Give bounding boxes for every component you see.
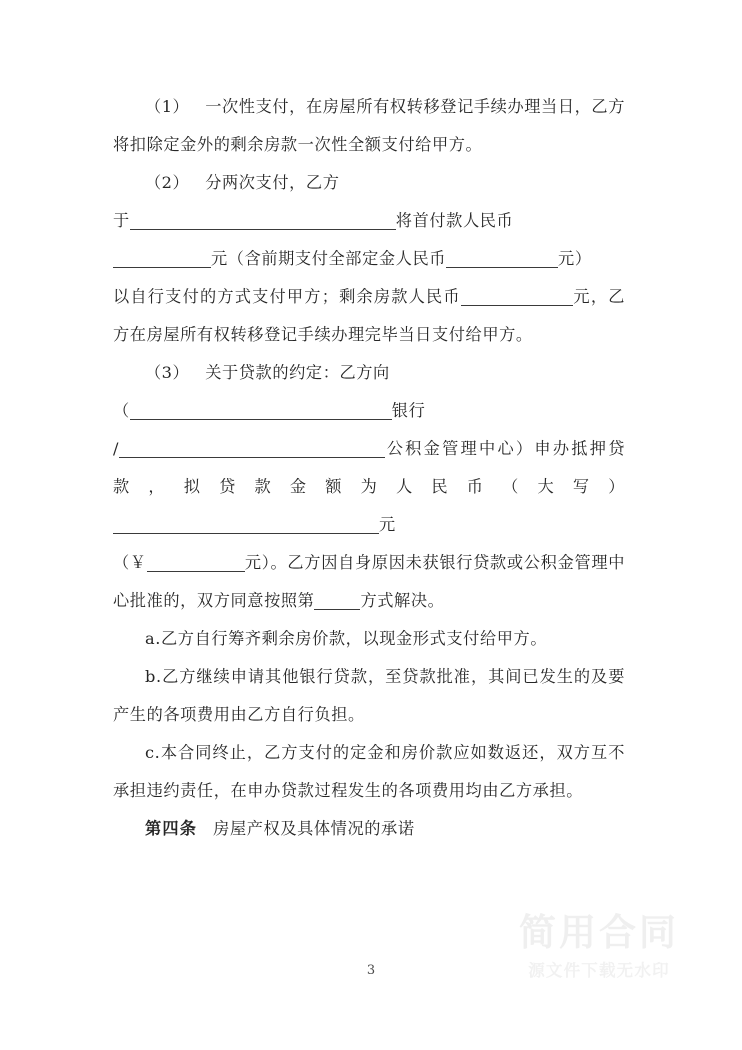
- document-body: [113, 88, 625, 848]
- bank-label: 银行: [391, 401, 426, 420]
- paragraph-item-2-body: [113, 202, 625, 354]
- loan-denied-text: 元）。乙方因自身原因未获银行贷款或公积金管理中心批准的，双方同意按照第: [113, 553, 626, 610]
- paragraph-item-1: [113, 88, 625, 164]
- item-1-text: 一次性支付，在房屋所有权转移登记手续办理当日，乙方将扣除定金外的剩余房款一次性全额支付给甲方。: [113, 97, 625, 154]
- downpayment-label: 将首付款人民币: [395, 211, 514, 230]
- remaining-payment-label: 以自行支付的方式支付甲方；剩余房款人民币: [113, 287, 461, 306]
- option-a-text: a.乙方自行筹齐剩余房价款，以现金形式支付给甲方。: [145, 629, 548, 648]
- resolution-option-blank[interactable]: [314, 594, 360, 610]
- clause-4-label: 第四条: [145, 819, 198, 838]
- deposit-included-label: 元（含前期支付全部定金人民币: [211, 249, 447, 268]
- watermark-main-text: 简用合同: [519, 911, 679, 954]
- deposit-amount-blank[interactable]: [446, 252, 558, 268]
- option-c-text: c.本合同终止，乙方支付的定金和房价款应如数返还，双方互不承担违约责任，在申办贷款过程发生的各项费用均由乙方承担。: [113, 743, 625, 800]
- payment-date-blank[interactable]: [130, 214, 396, 230]
- fund-center-slash: /: [113, 439, 120, 458]
- item-1-marker: （1）: [145, 97, 190, 116]
- paragraph-option-c: [113, 734, 625, 810]
- page-number: 3: [366, 963, 376, 978]
- loan-amount-words-blank[interactable]: [113, 518, 379, 534]
- clause-4-heading: [113, 810, 625, 848]
- paragraph-item-2-intro: [113, 164, 625, 202]
- option-b-text: b.乙方继续申请其他银行贷款，至贷款批准，其间已发生的及要产生的各项费用由乙方自行负担。: [113, 667, 625, 724]
- payment-date-prefix: 于: [113, 211, 130, 230]
- loan-amount-paren-open: （￥: [113, 553, 147, 572]
- bank-paren-open: （: [113, 401, 130, 420]
- downpayment-amount-blank[interactable]: [113, 252, 211, 268]
- item-2-marker: （2）: [145, 173, 190, 192]
- item-2-text: 分两次支付，乙方: [205, 173, 340, 192]
- deposit-unit-label: 元）: [558, 249, 592, 268]
- loan-amount-words-unit: 元: [379, 515, 396, 534]
- item-3-marker: （3）: [145, 363, 190, 382]
- paragraph-option-a: [113, 620, 625, 658]
- fund-center-label: 公积金管理中心）申办抵押贷款，拟贷款金额为人民币（大写）: [113, 439, 625, 496]
- loan-amount-figures-blank[interactable]: [147, 556, 245, 572]
- paragraph-option-b: [113, 658, 625, 734]
- remaining-payment-tail: 元，乙方在房屋所有权转移登记手续办理完毕当日支付给甲方。: [113, 287, 626, 344]
- watermark-sub-text: 源文件下载无水印: [528, 961, 670, 980]
- paragraph-item-3-intro: [113, 354, 625, 392]
- fund-center-blank[interactable]: [119, 442, 385, 458]
- resolution-tail: 方式解决。: [360, 591, 445, 610]
- paragraph-item-3-body: [113, 392, 625, 620]
- bank-name-blank[interactable]: [130, 404, 392, 420]
- clause-4-title: 房屋产权及具体情况的承诺: [213, 819, 415, 838]
- item-3-text: 关于贷款的约定：乙方向: [205, 363, 390, 382]
- remaining-payment-blank[interactable]: [461, 290, 573, 306]
